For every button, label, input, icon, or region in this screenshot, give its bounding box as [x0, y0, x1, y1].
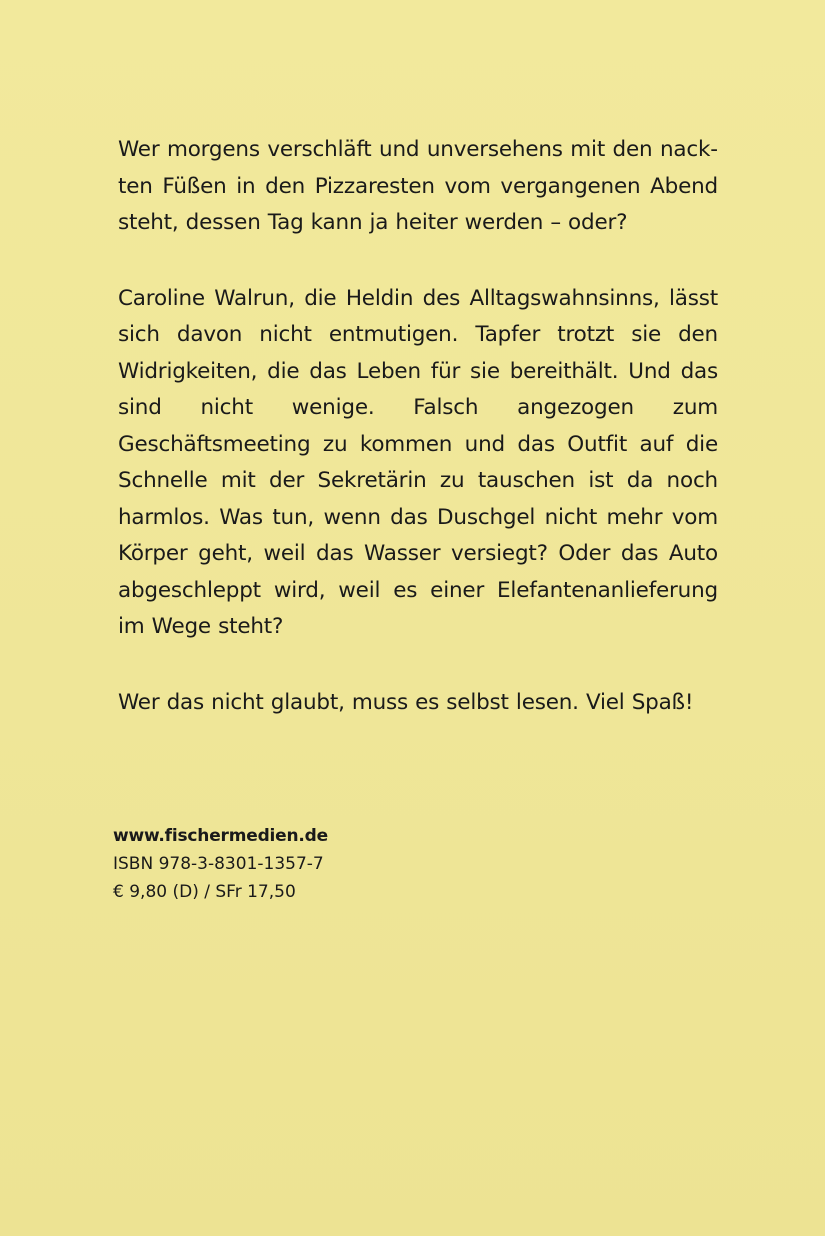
isbn-number: ISBN 978-3-8301-1357-7 [113, 854, 324, 874]
imprint-block [113, 822, 613, 906]
price-info: € 9,80 (D) / SFr 17,50 [113, 882, 296, 902]
blurb-paragraph-1: Wer morgens verschläft und unversehens mit den nackten Füßen in den Pizzaresten vom vergangenen Abend steht, dessen Tag kann ja heiter werden – oder? [118, 137, 718, 235]
blurb-paragraph-2: Caroline Walrun, die Heldin des Alltagswahnsinns, lässt sich davon nicht entmutigen. Tapfer trotzt sie den Widrigkeiten, die das Leben für sie bereithält. Und das sind nicht wenige. Falsch angezogen zum Geschäftsmeeting zu kommen und das Outfit auf die Schnelle mit der Sekretärin zu tauschen ist da noch harmlos. Was tun, wenn das Duschgel nicht mehr vom Körper geht, weil das Wasser versiegt? Oder das Auto abgeschleppt wird, weil es einer Elefantenanlieferung im Wege steht? [118, 285, 718, 639]
publisher-website: www.fischermedien.de [113, 826, 328, 846]
blurb-text [118, 132, 718, 760]
blurb-paragraph-3: Wer das nicht glaubt, muss es selbst lesen. Viel Spaß! [118, 689, 694, 715]
